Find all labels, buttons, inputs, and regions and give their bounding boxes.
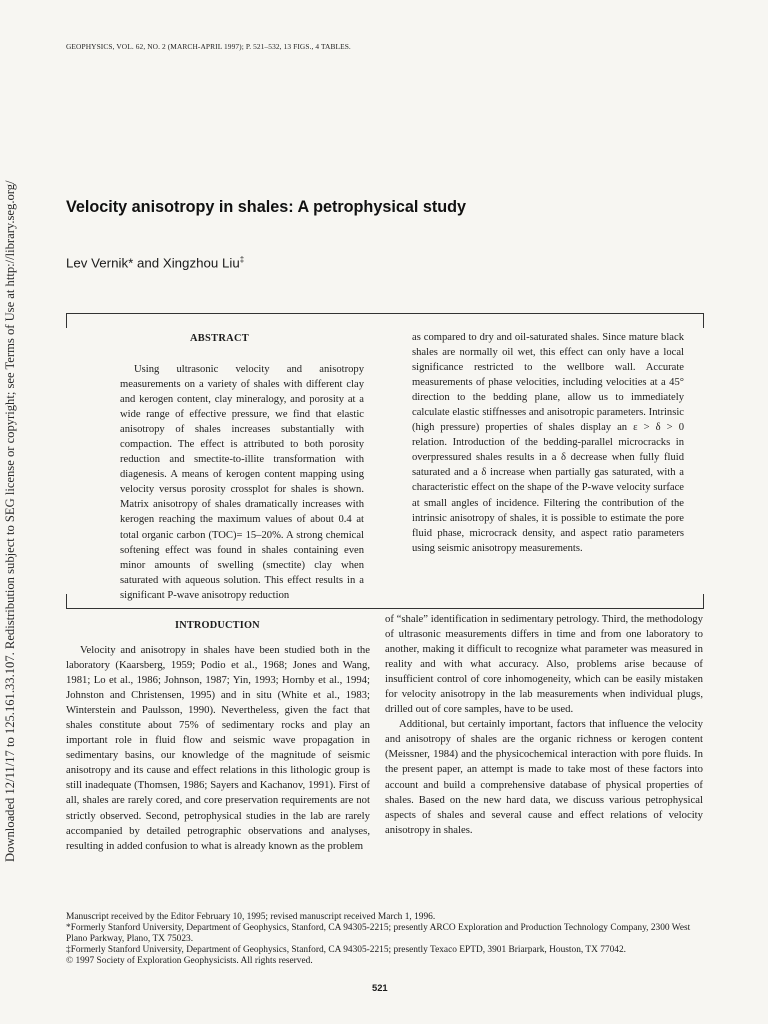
author-names: Lev Vernik* and Xingzhou Liu <box>66 255 240 271</box>
footnote-copyright: © 1997 Society of Exploration Geophysicists. All rights reserved. <box>66 955 313 966</box>
download-stamp: Downloaded 12/11/17 to 125.161.33.107. Redistribution subject to SEG license or copyright; see Terms of Use at http://library.seg.org/ <box>3 180 17 862</box>
footnote-author2: ‡Formerly Stanford University, Department of Geophysics, Stanford, CA 94305-2215; presently Texaco EPTD, 3901 Briarpark, Houston, TX 77042. <box>66 944 627 955</box>
abstract-heading: ABSTRACT <box>190 333 249 344</box>
dagger-mark: ‡ <box>239 255 245 264</box>
author-line <box>66 255 244 270</box>
article-title: Velocity anisotropy in shales: A petrophysical study <box>66 198 466 216</box>
introduction-heading: INTRODUCTION <box>175 620 260 631</box>
intro-paragraph: Additional, but certainly important, factors that influence the velocity and anisotropy of shales are the organic richness or kerogen content (Meissner, 1984) and the physicochemical interaction with pore fluids. In the present paper, an attempt is made to take most of these factors into account and build a comprehensive database of physical properties of shales. Based on the new hard data, we discuss various petrophysical aspects of shales and several cause and effect relations of velocity anisotropy in shales. <box>385 718 703 836</box>
abstract-text-left: Using ultrasonic velocity and anisotropy measurements on a variety of shales with different clay and kerogen content, clay mineralogy, and porosity at a wide range of effective pressure, we find that elastic anisotropy of shales increases substantially with compaction. The effect is attributed to both porosity reduction and smectite-to-illite transformation with diagenesis. A means of kerogen content mapping using velocity versus porosity crossplot for shales is shown. Matrix anisotropy of shales dramatically increases with kerogen reaching the maximum values of about 0.4 at total organic carbon (TOC)= 15–20%. A strong chemical softening effect was found in shales containing even minor amounts of swelling (smectite) clay when saturated with aqueous solution. This effect results in a significant P-wave anisotropy reduction <box>120 364 364 601</box>
footnotes <box>66 912 706 967</box>
box-corner <box>703 314 704 328</box>
intro-paragraph: of “shale” identification in sedimentary petrology. Third, the methodology of ultrasonic measurements differs in time and from one laboratory to another, making it difficult to recognize what parameter was measured in reality and with what accuracy. Also, problems arise because of insufficient control of core inhomogeneity, which can be easily mistaken for velocity anisotropy in the lab measurements when individual plugs, drilled out of core samples, have to be used. <box>385 613 703 716</box>
page-number: 521 <box>372 982 388 993</box>
footnote-received: Manuscript received by the Editor February 10, 1995; revised manuscript received March 1, 1996. <box>66 912 436 922</box>
footnote-author1: *Formerly Stanford University, Department of Geophysics, Stanford, CA 94305-2215; presently ARCO Exploration and Production Technology Company, 2300 West Plano Parkway, Plano, TX 75023. <box>66 922 691 944</box>
box-corner <box>66 314 67 328</box>
intro-paragraph: Velocity and anisotropy in shales have been studied both in the laboratory (Kaarsberg, 1959; Podio et al., 1968; Jones and Wang, 1981; Lo et al., 1986; Johnson, 1987; Yin, 1993; Hornby et al., 1994; Johnston and Christensen, 1995) and in situ (White et al., 1983; Winterstein and Paulsson, 1990). Nevertheless, given the fact that shales constitute about 75% of sedimentary rocks and play an important role in fluid flow and seismic wave propagation in sedimentary basins, our knowledge of the magnitude of seismic anisotropy and its cause and effect relations in this lithologic group is still inadequate (Thomsen, 1986; Sayers and Kachanov, 1991). First of all, shales are rarely cored, and core preservation requirements are not strictly observed. Second, petrophysical studies in the lab are rarely accompanied by detailed petrographic observations and analyses, resulting in added confusion to what is already known as the problem <box>66 644 370 852</box>
journal-header: GEOPHYSICS, VOL. 62, NO. 2 (MARCH-APRIL 1997); P. 521–532, 13 FIGS., 4 TABLES. <box>66 42 351 51</box>
abstract-text-right: as compared to dry and oil-saturated shales. Since mature black shales are normally oil wet, this effect can only have a local significance restricted to the wellbore wall. Accurate measurements of phase velocities, including velocities at a 45° direction to the bedding plane, allow us to immediately calculate elastic stiffnesses and anisotropic parameters. Intrinsic (high pressure) properties of shales display an ε > δ > 0 relation. Introduction of the bedding-parallel microcracks in overpressured shales results in a δ decrease when fully fluid saturated and a δ increase when partially gas saturated, with a characteristic effect on the shape of the P-wave velocity surface at small angles of incidence. Filtering the contribution of the intrinsic anisotropy of shales, it is possible to estimate the pore fluid phase, microcrack density, and aspect ratio parameters using seismic anisotropy measurements. <box>412 332 684 554</box>
intro-column-right <box>385 612 703 838</box>
box-corner <box>66 594 67 608</box>
box-corner <box>703 594 704 608</box>
intro-column-left <box>66 643 370 854</box>
